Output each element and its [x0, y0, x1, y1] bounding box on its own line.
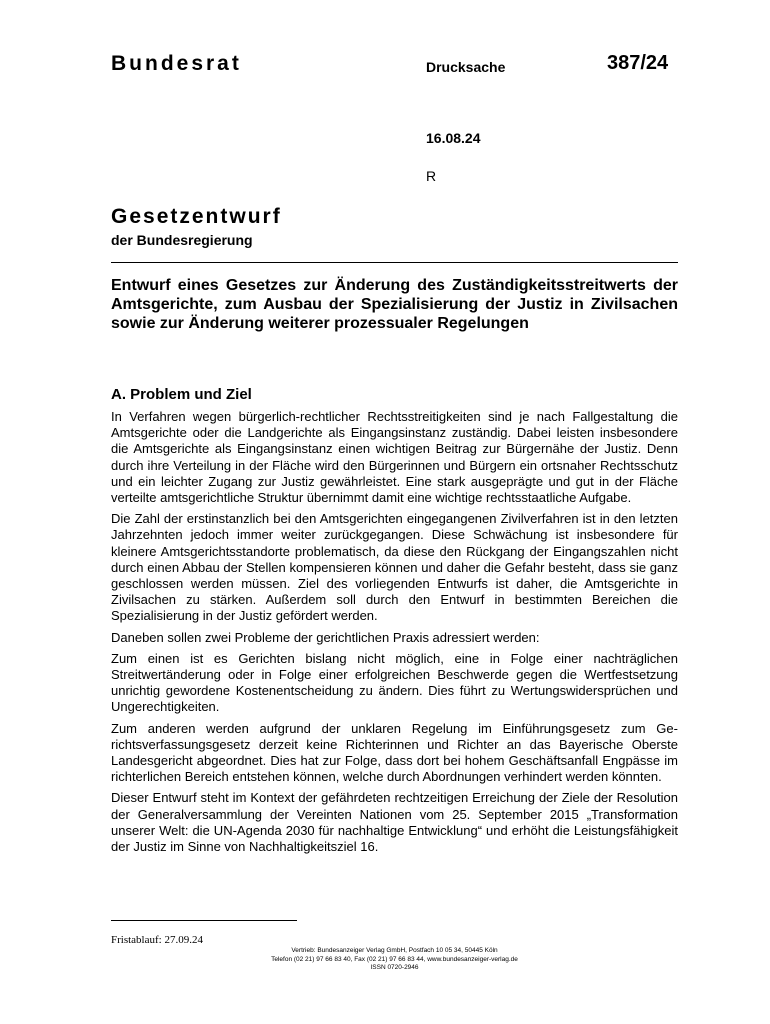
- paragraph: Daneben sollen zwei Probleme der gerichtlichen Praxis adressiert werden:: [111, 629, 540, 645]
- publisher-imprint: [111, 947, 678, 973]
- footnote-divider: [111, 920, 297, 921]
- document-title: Entwurf eines Gesetzes zur Änderung des Zuständigkeitsstreitwerts der Amtsgerichte, zum Ausbau der Spezialisierung der Justiz in Zivilsachen sowie zur Änderung weiterer prozessualer Regelungen: [111, 277, 678, 332]
- section-heading: A. Problem und Ziel: [111, 386, 252, 403]
- doc-date: 16.08.24: [426, 130, 481, 146]
- document-originator: der Bundesregierung: [111, 232, 253, 248]
- committee-code: R: [426, 168, 437, 184]
- doc-number: 387/24: [607, 52, 669, 74]
- paragraph: Die Zahl der erstinstanzlich bei den Amtsgerichten eingegangenen Zivilverfahren ist in den letzten Jahrzehnten jedoch immer weiter zurückgegangen. Diese Schwächung ist insbesondere für kleinere Amtsgerichtsstandorte problematisch, da diese den Rückgang der Eingangszahlen nicht durch einen Abbau der Stellen kompensieren können und daher die Gefahr besteht, dass sie ganz geschlossen werden müssen. Ziel des vorliegenden Entwurfs ist daher, die Amtsgerichte in Zivilsachen zu stärken. Außerdem soll durch den Entwurf in bestimmten Bereichen die Spezialisierung in der Justiz gefördert werden.: [111, 511, 678, 624]
- paragraph: Zum anderen werden aufgrund der unklaren Regelung im Einführungsgesetz zum Gerichtsverfassungsgesetz derzeit keine Richterinnen und Richter an das Bayerische Oberste Landesgericht abgeordnet. Dies hat zur Folge, dass dort bei hohem Geschäftsanfall Engpässe im richterlichen Bereich entstehen können, welche durch Abordnungen verhindert werden könnten.: [111, 720, 678, 785]
- paragraph: In Verfahren wegen bürgerlich-rechtlicher Rechtsstreitigkeiten sind je nach Fallgestaltung die Amtsgerichte oder die Landgerichte als Eingangsinstanz zuständig. Dabei leisten insbesondere die Amtsgerichte als Eingangsinstanz einen wichtigen Beitrag zur Bürgernähe der Justiz. Denn durch ihre Verteilung in der Fläche wird den Bürgerinnen und Bürgern ein ortsnaher Rechtsschutz und ein leichter Zugang zur Justiz gewährleistet. Eine stark ausgeprägte und gut in der Fläche verteilte amtsgerichtliche Struktur übernimmt damit eine wichtige rechtsstaatliche Aufgabe.: [111, 409, 678, 506]
- institution-name: Bundesrat: [111, 52, 242, 75]
- doc-label: Drucksache: [426, 59, 506, 75]
- title-divider: [111, 262, 678, 263]
- paragraph: Dieser Entwurf steht im Kontext der gefährdeten rechtzeitigen Erreichung der Ziele der Resolution der Generalversammlung der Vereinten Nationen vom 25. September 2015 „Transformation unserer Welt: die UN-Agenda 2030 für nachhaltige Entwicklung“ und erhöht die Leistungsfähigkeit der Justiz im Sinne von Nachhaltigkeitsziel 16.: [111, 790, 678, 855]
- imprint-line: Vertrieb: Bundesanzeiger Verlag GmbH, Postfach 10 05 34, 50445 Köln: [291, 947, 498, 954]
- deadline-note: Fristablauf: 27.09.24: [111, 934, 203, 946]
- document-type: Gesetzentwurf: [111, 205, 282, 228]
- imprint-line: ISSN 0720-2946: [370, 964, 419, 971]
- section-body: [111, 409, 678, 860]
- imprint-line: Telefon (02 21) 97 66 83 40, Fax (02 21) 97 66 83 44, www.bundesanzeiger-verlag.de: [271, 955, 518, 963]
- paragraph: Zum einen ist es Gerichten bislang nicht möglich, eine in Folge einer nachträglichen Streitwertänderung oder in Folge einer erfolgreichen Beschwerde gegen die Wertfestsetzung unrichtig gewordene Kostenentscheidung zu ändern. Dies führt zu Wertungswidersprüchen und Ungerechtigkeiten.: [111, 650, 678, 715]
